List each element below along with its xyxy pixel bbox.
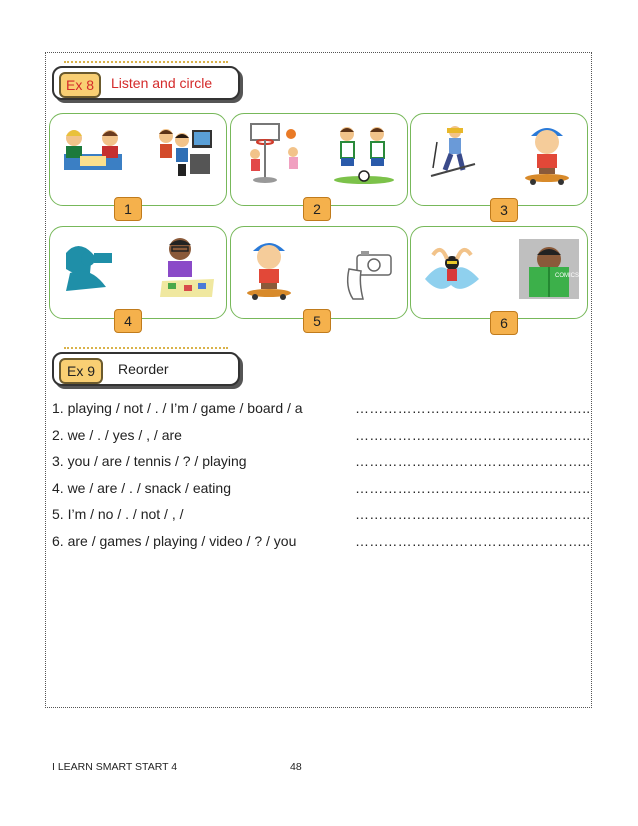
answer-line[interactable]: …………………………………………..	[355, 532, 591, 549]
answer-line[interactable]: …………………………………………..	[355, 453, 591, 469]
hand-camera-picture	[343, 247, 395, 301]
basketball-kids-picture	[241, 122, 309, 184]
footer-book-title: I LEARN SMART START 4	[52, 761, 178, 773]
reorder-item	[52, 503, 592, 530]
reorder-item	[52, 424, 592, 451]
number-tag-4: 4	[114, 309, 142, 333]
answer-line[interactable]: …………………………………………..	[355, 479, 591, 496]
reorder-question: 4. we / are / . / snack / eating	[52, 479, 231, 496]
kids-video-game-picture	[150, 124, 216, 180]
picture-panel-1[interactable]	[49, 113, 227, 217]
number-tag-6: 6	[490, 311, 518, 335]
reorder-item	[52, 530, 592, 557]
answer-line[interactable]: …………………………………………..	[355, 400, 591, 416]
skier-picture	[429, 124, 479, 182]
dotted-decoration	[64, 347, 228, 353]
picture-panel-5[interactable]	[230, 226, 408, 329]
number-tag-5: 5	[303, 309, 331, 333]
picture-panel-2[interactable]	[230, 113, 408, 217]
dotted-decoration	[64, 61, 228, 67]
picture-panel-3[interactable]	[410, 113, 588, 218]
picture-panel-6[interactable]	[410, 226, 588, 331]
ex9-title: Reorder	[118, 361, 169, 377]
number-tag-3: 3	[490, 198, 518, 222]
answer-line[interactable]: …………………………………………..	[355, 426, 591, 443]
ex8-badge: Ex 8	[59, 72, 101, 98]
reorder-question: 1. playing / not / . / I’m / game / board / a	[52, 400, 303, 416]
boy-reading-comics-picture	[519, 239, 579, 299]
board-game-family-picture	[60, 124, 126, 180]
ex8-header	[52, 66, 240, 100]
picture-panel-4[interactable]	[49, 226, 227, 329]
reorder-question: 3. you / are / tennis / ? / playing	[52, 453, 247, 469]
comics-label: COMICS	[555, 273, 579, 279]
skateboard-boy-picture	[519, 122, 575, 186]
photographer-girl-picture	[60, 243, 126, 295]
ex8-title: Listen and circle	[111, 75, 213, 91]
footer-page-number: 48	[290, 761, 302, 773]
reorder-list	[52, 397, 592, 556]
swimmer-picture	[421, 239, 483, 297]
number-tag-1: 1	[114, 197, 142, 221]
reorder-question: 5. I’m / no / . / not / , /	[52, 506, 184, 522]
soccer-kids-picture	[331, 124, 397, 186]
reorder-item	[52, 450, 592, 477]
reorder-question: 2. we / . / yes / , / are	[52, 426, 182, 443]
ex9-header	[52, 352, 240, 386]
number-tag-2: 2	[303, 197, 331, 221]
reorder-question: 6. are / games / playing / video / ? / you	[52, 532, 297, 549]
skateboard-boy-picture	[241, 237, 297, 301]
reorder-item	[52, 397, 592, 424]
reorder-item	[52, 477, 592, 504]
ex9-badge: Ex 9	[59, 358, 103, 384]
answer-line[interactable]: …………………………………………..	[355, 506, 591, 522]
boy-jigsaw-puzzle-picture	[158, 235, 216, 299]
